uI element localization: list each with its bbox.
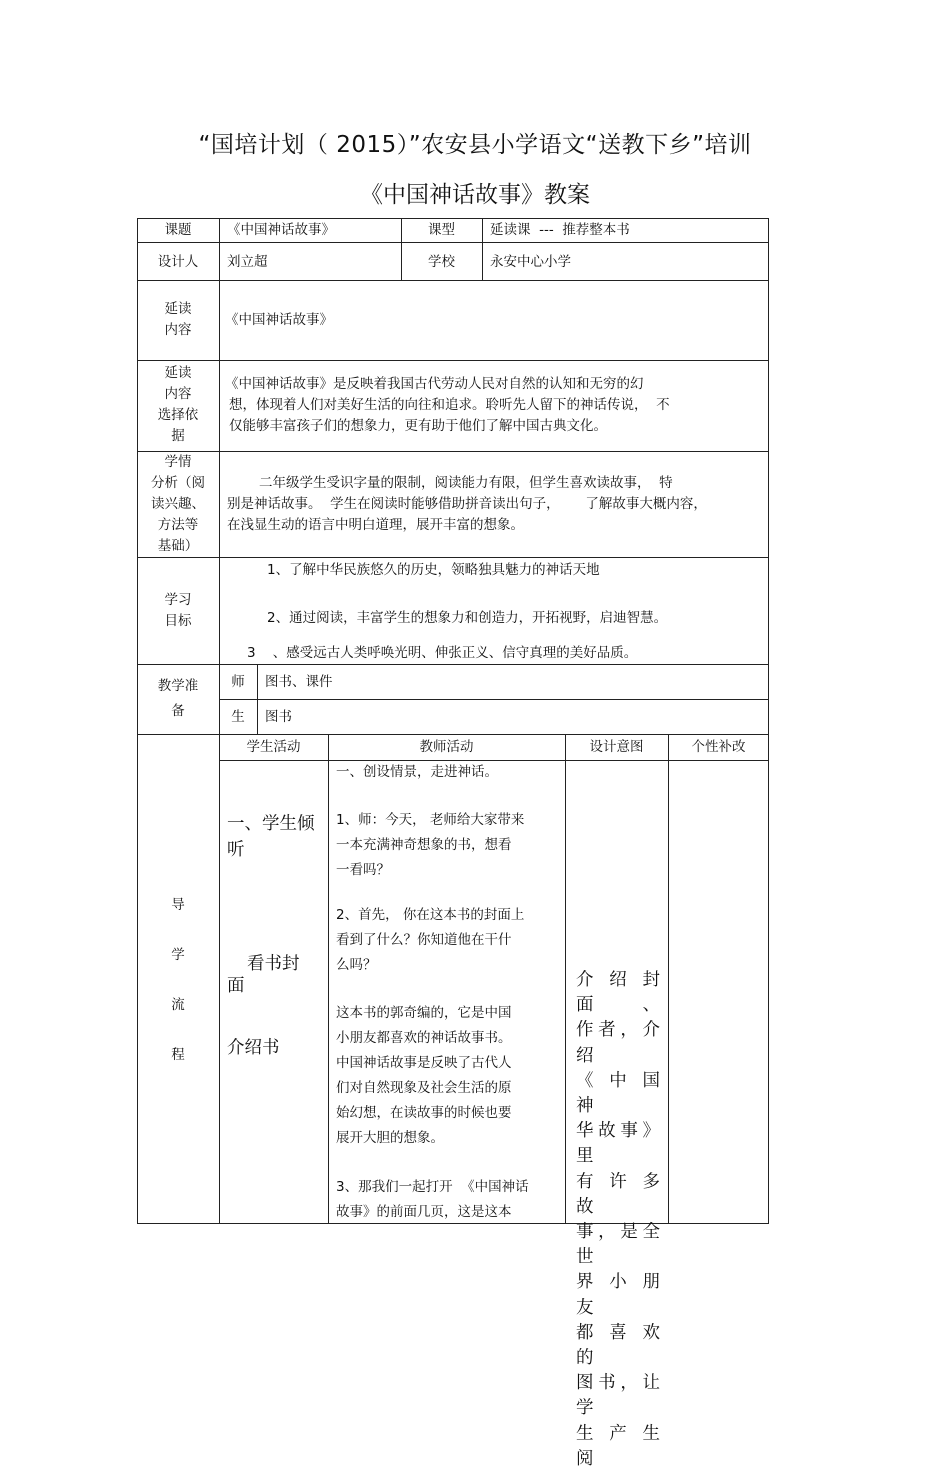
process-label-char-1: 导: [171, 897, 185, 913]
analysis-line-2: 别是神话故事。 学生在阅读时能够借助拼音读出句子， 了解故事大概内容，: [227, 496, 707, 512]
design-intent-line: 华故事》里: [576, 1121, 660, 1167]
student-activity-5: 介绍书: [227, 1038, 280, 1058]
analysis-label-2: 分析（阅: [151, 475, 205, 491]
selection-label-4: 据: [171, 428, 185, 444]
analysis-label-4: 方法等: [157, 517, 199, 533]
student-activity-2: 听: [227, 840, 245, 860]
topic-label: 课题: [164, 222, 192, 238]
goal-item-3: 3 、感受远古人类呼唤光明、伸张正义、信守真理的美好品质。: [247, 645, 638, 661]
analysis-line-1: 二年级学生受识字量的限制，阅读能力有限，但学生喜欢读故事， 特: [259, 475, 673, 491]
preparation-label-1: 教学准: [157, 678, 199, 694]
design-intent-line: 界 小 朋 友: [576, 1272, 660, 1318]
student-activity-1: 一、学生倾: [227, 814, 315, 834]
teacher-line: 3、那我们一起打开 《中国神话: [336, 1179, 529, 1195]
analysis-label-5: 基础）: [157, 538, 199, 554]
process-label-char-2: 学: [171, 947, 185, 963]
designer-label: 设计人: [157, 254, 199, 270]
school-label: 学校: [428, 254, 455, 270]
topic-value: 《中国神话故事》: [227, 222, 335, 238]
school-value: 永安中心小学: [490, 254, 571, 270]
teacher-line: 一、创设情景，走进神话。: [336, 764, 498, 780]
teacher-line: 2、首先， 你在这本书的封面上: [336, 907, 525, 923]
design-intent-block: [576, 968, 660, 1472]
lesson-plan-table: [137, 218, 769, 1469]
teacher-prep-value: 图书、课件: [265, 674, 333, 690]
type-label: 课型: [428, 222, 455, 238]
type-value: 延读课 --- 推荐整本书: [490, 222, 630, 238]
teacher-line: 中国神话故事是反映了古代人: [336, 1055, 512, 1071]
design-intent-line: 《 中 国 神: [576, 1070, 660, 1117]
student-activity-3: 看书封: [247, 954, 300, 974]
selection-label-1: 延读: [164, 365, 192, 381]
teacher-line: 们对自然现象及社会生活的原: [336, 1080, 512, 1096]
document-title-line1: “国培计划（ 2015）”农安县小学语文“送教下乡”培训: [198, 132, 752, 158]
teacher-line: 1、师：今天， 老师给大家带来: [336, 812, 525, 828]
analysis-label-3: 读兴趣、: [151, 496, 205, 512]
selection-line-3: 仅能够丰富孩子们的想象力，更有助于他们了解中国古典文化。: [229, 418, 607, 434]
design-intent-line: 都 喜 欢 的: [576, 1322, 660, 1369]
teacher-line: 一看吗？: [336, 862, 390, 878]
goals-label-2: 目标: [164, 613, 192, 629]
column-header-teacher: 教师活动: [419, 739, 474, 755]
selection-line-2: 想，体现着人们对美好生活的向往和追求。聆听先人留下的神话传说， 不: [229, 397, 670, 413]
teacher-line: 始幻想，在读故事的时候也要: [336, 1105, 512, 1121]
selection-line-1: 《中国神话故事》是反映着我国古代劳动人民对自然的认知和无穷的幻: [225, 376, 644, 392]
selection-label-2: 内容: [164, 386, 192, 402]
document-title-line2: 《中国神话故事》教案: [360, 182, 590, 208]
goals-label-1: 学习: [164, 592, 192, 608]
teacher-line: 看到了什么？你知道他在干什: [336, 932, 512, 948]
teacher-line: 展开大胆的想象。: [336, 1130, 444, 1146]
design-intent-line: 介绍封面、: [576, 970, 660, 1016]
analysis-line-3: 在浅显生动的语言中明白道理，展开丰富的想象。: [227, 517, 524, 533]
extended-content-label-1: 延读: [164, 301, 192, 317]
designer-value: 刘立超: [227, 254, 268, 270]
student-prep-value: 图书: [265, 709, 292, 725]
column-header-intent: 设计意图: [589, 739, 644, 755]
teacher-line: 么吗？: [336, 957, 377, 973]
column-header-notes: 个性补改: [691, 739, 746, 755]
goal-item-2: 2、通过阅读，丰富学生的想象力和创造力，开拓视野，启迪智慧。: [267, 610, 668, 626]
teacher-line: 这本书的郭奇编的，它是中国: [336, 1005, 512, 1021]
student-activity-4: 面: [227, 976, 245, 996]
teacher-line: 小朋友都喜欢的神话故事书。: [336, 1030, 512, 1046]
selection-label-3: 选择依: [157, 407, 199, 423]
design-intent-line: 作者，介绍: [576, 1020, 660, 1066]
process-label-char-3: 流: [171, 997, 185, 1013]
teacher-line: 故事》的前面几页，这是这本: [336, 1204, 512, 1220]
extended-content-value: 《中国神话故事》: [225, 312, 333, 328]
design-intent-line: 生 产 生 阅: [576, 1423, 660, 1469]
preparation-label-2: 备: [171, 703, 185, 719]
goal-item-1: 1、了解中华民族悠久的历史，领略独具魅力的神话天地: [267, 562, 600, 578]
extended-content-label-2: 内容: [164, 322, 192, 338]
analysis-label-1: 学情: [164, 454, 192, 470]
teacher-line: 一本充满神奇想象的书，想看: [336, 837, 512, 853]
design-intent-line: 有 许 多 故: [576, 1171, 660, 1217]
design-intent-line: 图书，让学: [576, 1373, 660, 1419]
column-header-student: 学生活动: [246, 739, 301, 755]
process-label-char-4: 程: [171, 1047, 185, 1063]
teacher-prep-label: 师: [231, 674, 245, 690]
design-intent-line: 事，是全世: [576, 1222, 660, 1268]
student-prep-label: 生: [231, 709, 245, 725]
